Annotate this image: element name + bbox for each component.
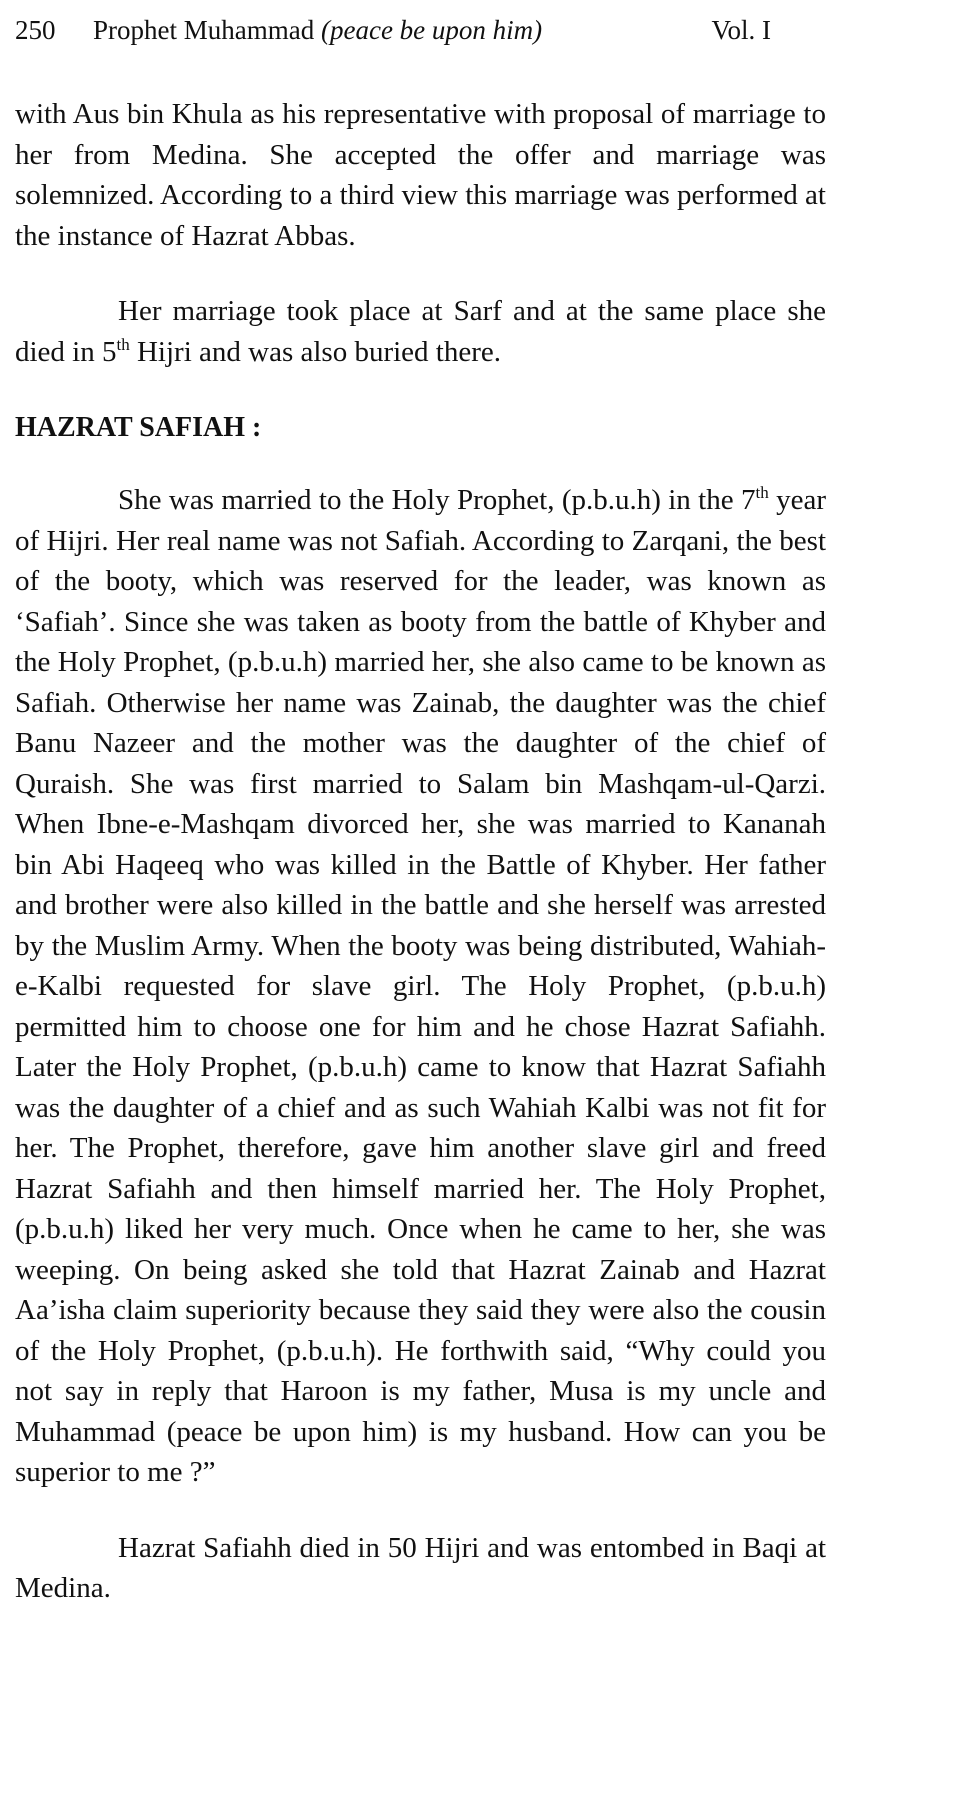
paragraph-2: [15, 291, 826, 372]
volume-label: Vol. I: [711, 15, 771, 45]
running-title: [93, 12, 542, 48]
running-title-italic: (peace be upon him): [320, 15, 543, 45]
page-body: [15, 94, 826, 1609]
running-header: [15, 12, 826, 48]
paragraph-3-text-a: She was married to the Holy Prophet, (p.b.u.h) in the 7: [118, 484, 756, 516]
ordinal-suffix: th: [116, 334, 130, 354]
section-heading: HAZRAT SAFIAH :: [15, 412, 262, 443]
book-page: [15, 12, 826, 1609]
paragraph-2-text-a: Her marriage took place at Sarf and at the same place she died in 5: [15, 295, 826, 368]
paragraph-4: Hazrat Safiahh died in 50 Hijri and was entombed in Baqi at Medina.: [15, 1531, 826, 1604]
paragraph-3-text-b: year of Hijri. Her real name was not Safiah. According to Zarqani, the best of the booty, which was reserved for the leader, was known as ‘Safiah’. Since she was taken as booty from the battle of Khyber and the Holy Prophet, (p.b.u.h) married her, she also came to be known as Safiah. Otherwise her name was Zainab, the daughter was the chief Banu Nazeer and the mother was the daughter of the chief of Quraish. She was first married to Salam bin Mashqam-ul-Qarzi. When Ibne-e-Mashqam divorced her, she was married to Kananah bin Abi Haqeeq who was killed in the Battle of Khyber. Her father and brother were also killed in the battle and she herself was arrested by the Muslim Army. When the booty was being distributed, Wahiah-e-Kalbi requested for slave girl. The Holy Prophet, (p.b.u.h) permitted him to choose one for him and he chose Hazrat Safiahh. Later the Holy Prophet, (p.b.u.h) came to know that Hazrat Safiahh was the daughter of a chief and as such Wahiah Kalbi was not fit for her. The Prophet, therefore, gave him another slave girl and freed Hazrat Safiahh and then himself married her. The Holy Prophet, (p.b.u.h) liked her very much. Once when he came to her, she was weeping. On being asked she told that Hazrat Zainab and Hazrat Aa’isha claim superiority because they said they were also the cousin of the Holy Prophet, (p.b.u.h). He forthwith said, “Why could you not say in reply that Haroon is my father, Musa is my uncle and Muhammad (peace be upon him) is my husband. How can you be superior to me ?”: [15, 484, 826, 1488]
paragraph-3: [15, 480, 826, 1493]
paragraph-1: with Aus bin Khula as his representative with proposal of marriage to her from Medina. She accepted the offer and marriage was solemnized. According to a third view this marriage was performed at the instance of Hazrat Abbas.: [15, 98, 826, 252]
ordinal-suffix: th: [755, 483, 769, 502]
page-number: 250: [15, 15, 56, 45]
running-title-main: Prophet Muhammad: [93, 15, 321, 45]
paragraph-2-text-b: Hijri and was also buried there.: [129, 335, 501, 368]
